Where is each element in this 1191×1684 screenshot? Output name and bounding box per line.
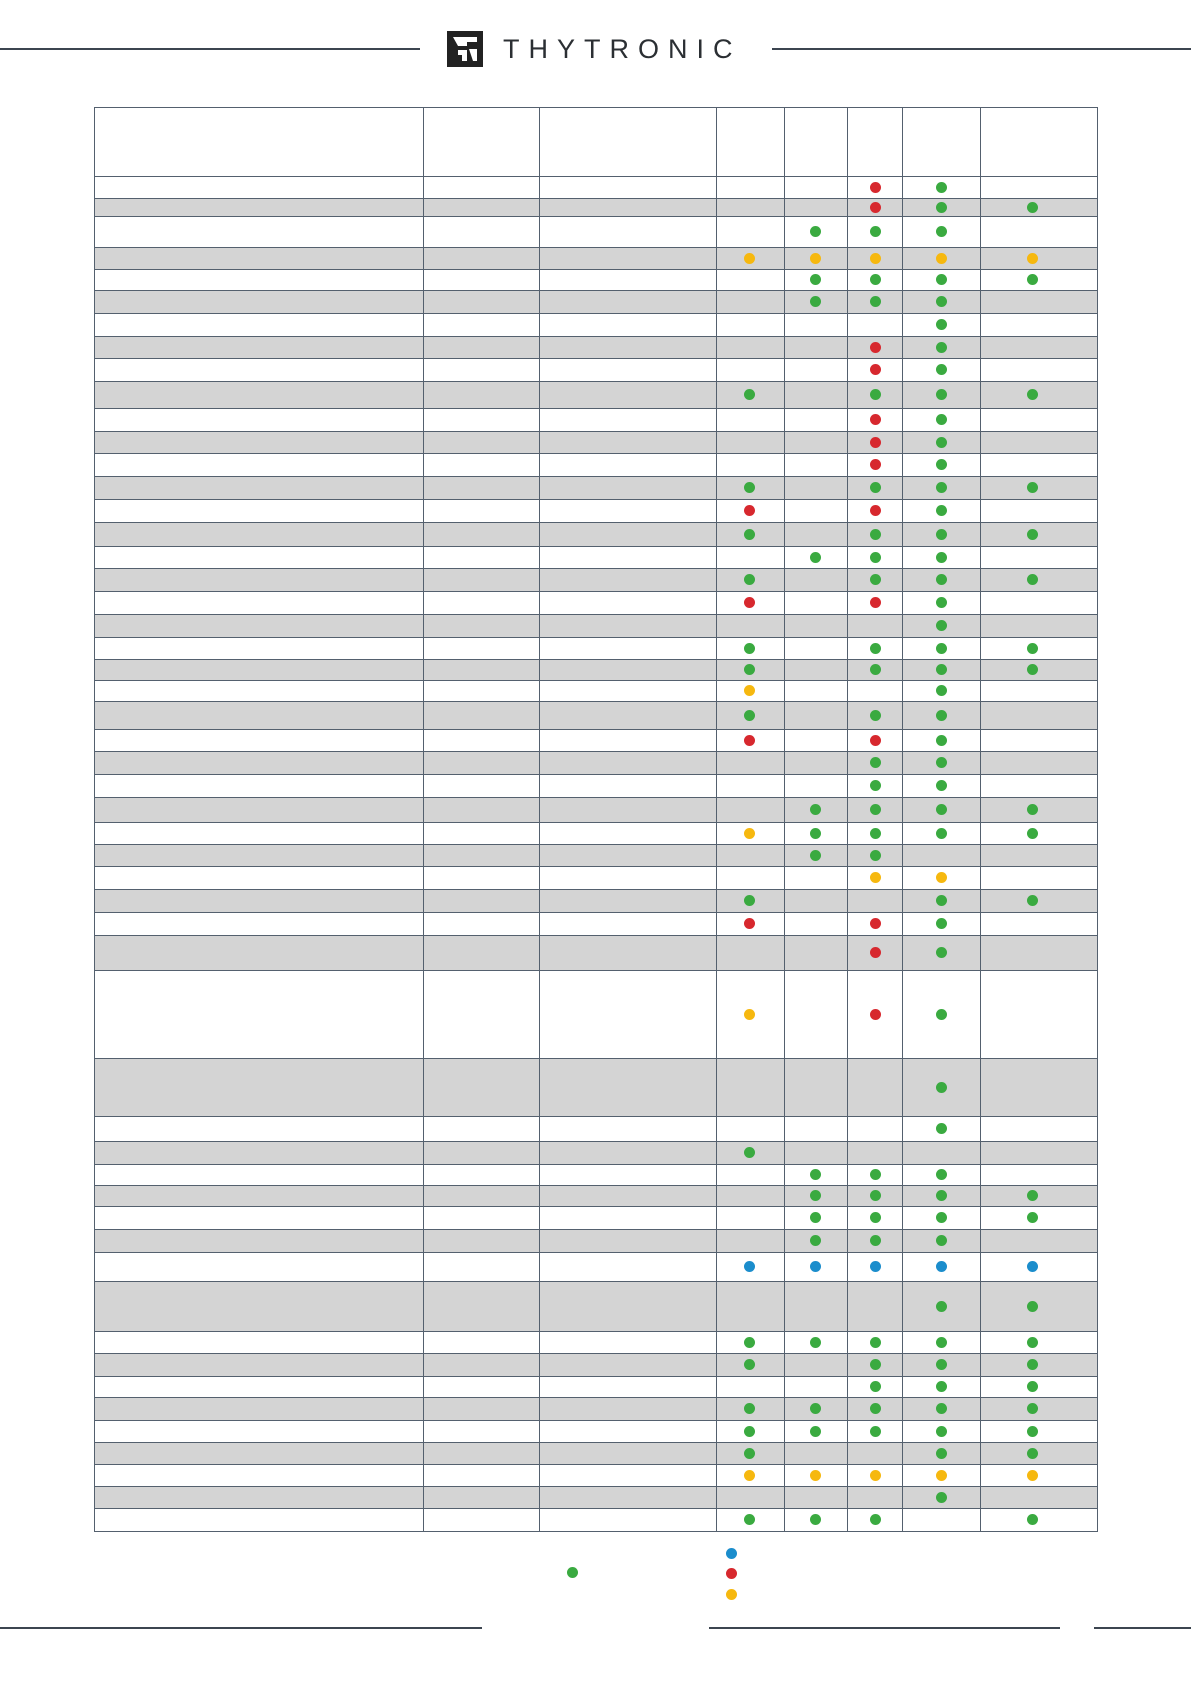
status-dot-green xyxy=(936,364,947,375)
status-dot-green xyxy=(936,1009,947,1020)
table-row-band xyxy=(94,797,1097,822)
status-dot-green xyxy=(936,1235,947,1246)
status-dot-red xyxy=(870,202,881,213)
status-dot-red xyxy=(870,505,881,516)
table-row-divider xyxy=(94,701,1097,702)
status-dot-green xyxy=(744,1403,755,1414)
status-dot-green xyxy=(744,643,755,654)
table-row-divider xyxy=(94,729,1097,730)
status-dot-green xyxy=(1027,1426,1038,1437)
status-dot-green xyxy=(936,1337,947,1348)
table-row-divider xyxy=(94,1185,1097,1186)
status-dot-green xyxy=(936,202,947,213)
status-dot-green xyxy=(810,1212,821,1223)
table-row-band xyxy=(94,568,1097,591)
status-dot-green xyxy=(870,1169,881,1180)
status-dot-green xyxy=(870,664,881,675)
status-dot-red xyxy=(870,1009,881,1020)
status-dot-yellow xyxy=(870,872,881,883)
table-row-band xyxy=(94,751,1097,774)
status-dot-green xyxy=(870,274,881,285)
status-dot-green xyxy=(1027,482,1038,493)
status-dot-green xyxy=(870,552,881,563)
status-dot-green xyxy=(936,1426,947,1437)
table-row-band xyxy=(94,614,1097,637)
status-dot-green xyxy=(936,895,947,906)
footer-rule-right xyxy=(1094,1627,1191,1629)
status-dot-green xyxy=(936,319,947,330)
status-dot-green xyxy=(1027,1381,1038,1392)
status-dot-green xyxy=(810,1426,821,1437)
table-column-divider xyxy=(902,107,903,1532)
status-dot-green xyxy=(936,574,947,585)
status-dot-green xyxy=(936,1190,947,1201)
status-dot-yellow xyxy=(810,253,821,264)
table-row-band xyxy=(94,1442,1097,1464)
status-dot-green xyxy=(936,780,947,791)
table-row-divider xyxy=(94,866,1097,867)
status-dot-green xyxy=(870,828,881,839)
table-column-divider xyxy=(980,107,981,1532)
footer-rule-left xyxy=(0,1627,482,1629)
table-row-divider xyxy=(94,522,1097,523)
table-row-divider xyxy=(94,568,1097,569)
table-row-divider xyxy=(94,1420,1097,1421)
status-dot-green xyxy=(870,804,881,815)
table-row-band xyxy=(94,336,1097,358)
table-row-divider xyxy=(94,247,1097,248)
status-dot-green xyxy=(810,1403,821,1414)
table-row-band xyxy=(94,522,1097,546)
table-row-divider xyxy=(94,659,1097,660)
status-dot-green xyxy=(936,437,947,448)
status-dot-green xyxy=(744,895,755,906)
table-row-divider xyxy=(94,774,1097,775)
status-dot-green xyxy=(744,529,755,540)
status-dot-green xyxy=(936,296,947,307)
legend-dot-yellow xyxy=(726,1589,737,1600)
table-row-divider xyxy=(94,1442,1097,1443)
status-dot-green xyxy=(810,804,821,815)
status-dot-red xyxy=(870,459,881,470)
status-dot-green xyxy=(870,296,881,307)
table-column-divider xyxy=(539,107,540,1532)
status-dot-green xyxy=(810,226,821,237)
status-dot-yellow xyxy=(744,1009,755,1020)
status-dot-green xyxy=(810,274,821,285)
table-row-divider xyxy=(94,499,1097,500)
status-dot-green xyxy=(810,1235,821,1246)
status-dot-green xyxy=(1027,529,1038,540)
status-dot-green xyxy=(936,620,947,631)
table-row-band xyxy=(94,935,1097,970)
status-dot-blue xyxy=(810,1261,821,1272)
table-row-band xyxy=(94,381,1097,408)
table-row-divider xyxy=(94,1281,1097,1282)
table-row-band xyxy=(94,1229,1097,1252)
status-dot-green xyxy=(810,828,821,839)
status-dot-green xyxy=(744,664,755,675)
table-row-divider xyxy=(94,408,1097,409)
table-row-divider xyxy=(94,614,1097,615)
status-dot-red xyxy=(870,414,881,425)
table-row-divider xyxy=(94,1464,1097,1465)
status-dot-green xyxy=(1027,389,1038,400)
status-dot-green xyxy=(810,1337,821,1348)
table-row-band xyxy=(94,701,1097,729)
status-dot-green xyxy=(936,1492,947,1503)
status-dot-green xyxy=(936,918,947,929)
table-row-divider xyxy=(94,198,1097,199)
table-row-divider xyxy=(94,591,1097,592)
status-dot-green xyxy=(870,482,881,493)
status-dot-green xyxy=(810,552,821,563)
table-row-divider xyxy=(94,1331,1097,1332)
status-dot-green xyxy=(1027,1403,1038,1414)
status-dot-red xyxy=(870,918,881,929)
status-dot-yellow xyxy=(744,828,755,839)
status-dot-green xyxy=(870,1381,881,1392)
table-row-divider xyxy=(94,313,1097,314)
status-dot-yellow xyxy=(870,253,881,264)
status-dot-green xyxy=(936,757,947,768)
table-row-divider xyxy=(94,269,1097,270)
status-dot-green xyxy=(936,414,947,425)
table-row-band xyxy=(94,1486,1097,1508)
status-dot-green xyxy=(870,1426,881,1437)
table-row-band xyxy=(94,247,1097,269)
table-header-row xyxy=(94,107,1097,176)
status-dot-green xyxy=(870,574,881,585)
table-row-divider xyxy=(94,889,1097,890)
status-dot-green xyxy=(810,296,821,307)
status-dot-red xyxy=(870,364,881,375)
status-dot-green xyxy=(744,1359,755,1370)
status-dot-green xyxy=(870,389,881,400)
status-dot-red xyxy=(870,597,881,608)
status-dot-red xyxy=(744,505,755,516)
status-dot-green xyxy=(1027,1212,1038,1223)
status-dot-green xyxy=(936,597,947,608)
status-dot-blue xyxy=(870,1261,881,1272)
status-dot-green xyxy=(870,529,881,540)
status-dot-green xyxy=(1027,828,1038,839)
table-row-divider xyxy=(94,1116,1097,1117)
status-dot-blue xyxy=(744,1261,755,1272)
table-row-divider xyxy=(94,1508,1097,1509)
status-dot-green xyxy=(810,850,821,861)
table-row-divider xyxy=(94,1353,1097,1354)
status-dot-green xyxy=(810,1514,821,1525)
status-dot-red xyxy=(870,342,881,353)
status-dot-green xyxy=(1027,274,1038,285)
status-dot-green xyxy=(936,1169,947,1180)
table-row-divider xyxy=(94,1058,1097,1059)
status-dot-green xyxy=(1027,1514,1038,1525)
status-dot-red xyxy=(744,735,755,746)
status-dot-red xyxy=(870,735,881,746)
status-dot-green xyxy=(936,685,947,696)
status-dot-green xyxy=(870,1337,881,1348)
status-dot-green xyxy=(870,1514,881,1525)
table-row-divider xyxy=(94,381,1097,382)
table-row-divider xyxy=(94,1164,1097,1165)
table-row-band xyxy=(94,290,1097,313)
status-dot-green xyxy=(936,505,947,516)
table-row-divider xyxy=(94,431,1097,432)
table-row-divider xyxy=(94,1531,1097,1532)
status-dot-green xyxy=(936,482,947,493)
status-dot-yellow xyxy=(1027,1470,1038,1481)
status-dot-yellow xyxy=(810,1470,821,1481)
legend-dot-blue xyxy=(726,1548,737,1559)
table-row-divider xyxy=(94,1141,1097,1142)
status-dot-green xyxy=(936,643,947,654)
status-dot-yellow xyxy=(936,253,947,264)
status-dot-red xyxy=(870,437,881,448)
table-row-divider xyxy=(94,1206,1097,1207)
legend-dot-green xyxy=(567,1567,578,1578)
table-row-band xyxy=(94,1397,1097,1420)
status-dot-green xyxy=(1027,1359,1038,1370)
status-dot-yellow xyxy=(1027,253,1038,264)
status-dot-yellow xyxy=(936,872,947,883)
table-row-divider xyxy=(94,176,1097,177)
table-row-band xyxy=(94,431,1097,453)
table-row-band xyxy=(94,844,1097,866)
status-dot-green xyxy=(1027,1190,1038,1201)
table-row-divider xyxy=(94,1397,1097,1398)
status-dot-green xyxy=(744,710,755,721)
table-row-divider xyxy=(94,751,1097,752)
status-dot-green xyxy=(1027,1448,1038,1459)
brand-name: THYTRONIC xyxy=(503,34,742,64)
status-dot-yellow xyxy=(744,253,755,264)
table-row-divider xyxy=(94,822,1097,823)
status-dot-green xyxy=(936,710,947,721)
status-dot-green xyxy=(936,226,947,237)
table-row-divider xyxy=(94,970,1097,971)
status-dot-yellow xyxy=(870,1470,881,1481)
status-dot-green xyxy=(744,389,755,400)
status-dot-green xyxy=(936,389,947,400)
table-column-divider xyxy=(716,107,717,1532)
status-dot-green xyxy=(1027,574,1038,585)
legend-dot-red xyxy=(726,1568,737,1579)
status-dot-green xyxy=(744,1337,755,1348)
status-dot-green xyxy=(936,1359,947,1370)
status-dot-green xyxy=(870,1359,881,1370)
table-row-band xyxy=(94,1185,1097,1206)
table-row-divider xyxy=(94,797,1097,798)
status-dot-green xyxy=(936,274,947,285)
status-dot-green xyxy=(1027,202,1038,213)
table-row-divider xyxy=(94,453,1097,454)
status-dot-green xyxy=(744,1426,755,1437)
status-dot-green xyxy=(936,1448,947,1459)
status-dot-green xyxy=(870,710,881,721)
table-row-divider xyxy=(94,637,1097,638)
status-dot-green xyxy=(870,1235,881,1246)
status-dot-red xyxy=(744,918,755,929)
table-row-divider xyxy=(94,216,1097,217)
table-column-divider xyxy=(423,107,424,1532)
status-dot-green xyxy=(810,1190,821,1201)
status-dot-green xyxy=(744,1448,755,1459)
status-dot-yellow xyxy=(744,685,755,696)
table-row-divider xyxy=(94,935,1097,936)
table-row-band xyxy=(94,659,1097,680)
table-row-divider xyxy=(94,844,1097,845)
status-dot-green xyxy=(936,529,947,540)
table-row-divider xyxy=(94,336,1097,337)
status-dot-green xyxy=(936,459,947,470)
status-dot-green xyxy=(810,1169,821,1180)
table-row-divider xyxy=(94,358,1097,359)
table-column-divider xyxy=(94,107,95,1532)
status-dot-blue xyxy=(1027,1261,1038,1272)
status-dot-green xyxy=(936,1082,947,1093)
status-dot-green xyxy=(870,757,881,768)
table-row-divider xyxy=(94,476,1097,477)
status-dot-green xyxy=(870,850,881,861)
status-dot-red xyxy=(870,182,881,193)
status-dot-yellow xyxy=(744,1470,755,1481)
status-dot-green xyxy=(870,226,881,237)
table-row-divider xyxy=(94,546,1097,547)
table-row-band xyxy=(94,198,1097,216)
status-dot-red xyxy=(870,947,881,958)
status-dot-green xyxy=(936,1212,947,1223)
status-dot-green xyxy=(744,1514,755,1525)
table-row-divider xyxy=(94,1229,1097,1230)
status-dot-green xyxy=(744,482,755,493)
status-dot-green xyxy=(870,1212,881,1223)
footer-rule-middle xyxy=(709,1627,1060,1629)
status-dot-green xyxy=(1027,895,1038,906)
table-row-band xyxy=(94,476,1097,499)
table-row-band xyxy=(94,1353,1097,1376)
status-dot-green xyxy=(1027,1337,1038,1348)
status-dot-green xyxy=(744,1147,755,1158)
status-dot-green xyxy=(936,1301,947,1312)
table-top-border xyxy=(94,107,1097,108)
status-dot-green xyxy=(936,552,947,563)
table-row-band xyxy=(94,1058,1097,1116)
status-dot-green xyxy=(870,1403,881,1414)
table-column-divider xyxy=(847,107,848,1532)
status-dot-green xyxy=(936,804,947,815)
status-dot-green xyxy=(936,947,947,958)
status-dot-green xyxy=(1027,643,1038,654)
status-dot-green xyxy=(1027,664,1038,675)
status-dot-green xyxy=(936,735,947,746)
status-dot-green xyxy=(936,828,947,839)
status-dot-green xyxy=(744,574,755,585)
status-dot-green xyxy=(936,182,947,193)
status-dot-green xyxy=(870,780,881,791)
status-dot-green xyxy=(1027,804,1038,815)
status-dot-green xyxy=(936,1123,947,1134)
status-dot-green xyxy=(936,342,947,353)
status-dot-green xyxy=(936,1381,947,1392)
table-row-divider xyxy=(94,290,1097,291)
table-row-divider xyxy=(94,912,1097,913)
table-column-divider xyxy=(1097,107,1098,1532)
status-dot-green xyxy=(936,664,947,675)
status-dot-blue xyxy=(936,1261,947,1272)
table-row-divider xyxy=(94,680,1097,681)
table-column-divider xyxy=(784,107,785,1532)
table-row-band xyxy=(94,1141,1097,1164)
status-dot-green xyxy=(936,1403,947,1414)
table-row-divider xyxy=(94,1486,1097,1487)
status-dot-green xyxy=(1027,1301,1038,1312)
table-row-band xyxy=(94,889,1097,912)
status-dot-green xyxy=(870,1190,881,1201)
table-row-divider xyxy=(94,1252,1097,1253)
status-dot-yellow xyxy=(936,1470,947,1481)
status-dot-red xyxy=(744,597,755,608)
status-dot-green xyxy=(870,643,881,654)
table-row-divider xyxy=(94,1376,1097,1377)
table-row-band xyxy=(94,1281,1097,1331)
